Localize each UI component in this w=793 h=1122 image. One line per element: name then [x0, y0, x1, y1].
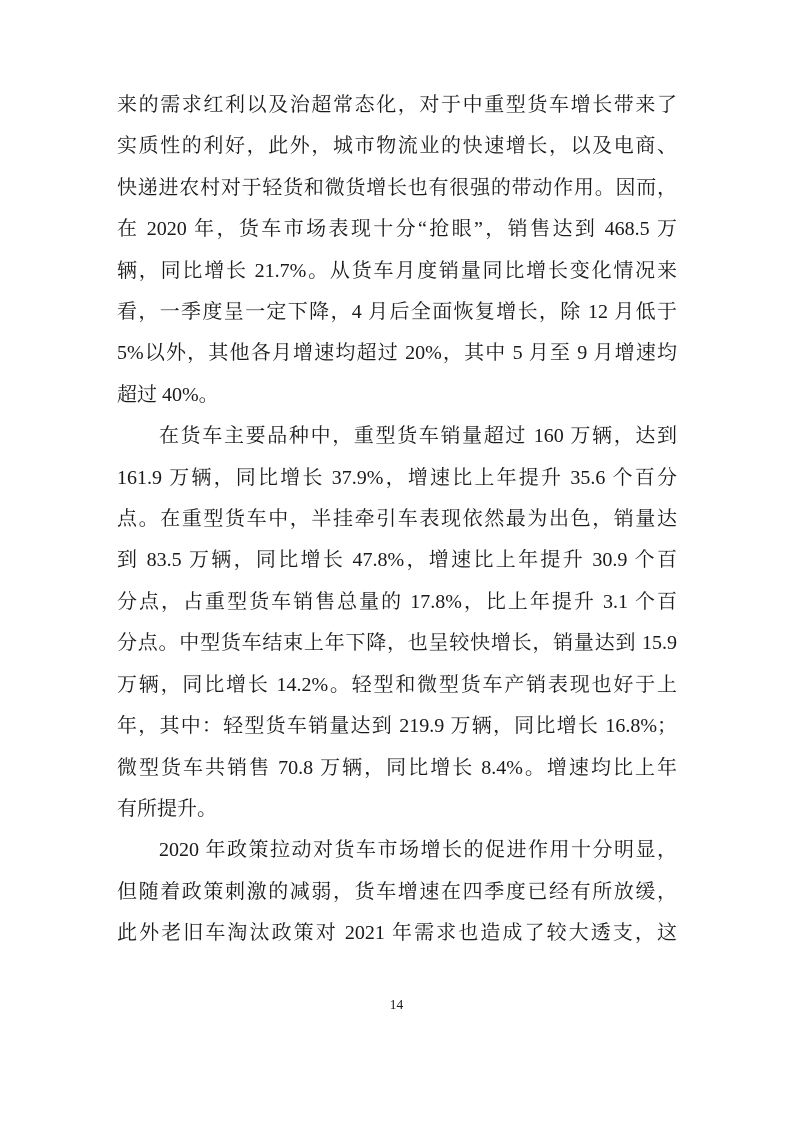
text-line: 实质性的利好，此外，城市物流业的快速增长，以及电商、 — [117, 135, 677, 158]
text-line: 161.9 万辆，同比增长 37.9%，增速比上年提升 35.6 个百分 — [117, 466, 677, 489]
text-line: 但随着政策刺激的减弱，货车增速在四季度已经有所放缓， — [117, 880, 677, 903]
text-line: 微型货车共销售 70.8 万辆，同比增长 8.4%。增速均比上年 — [117, 756, 677, 779]
text-line: 辆，同比增长 21.7%。从货车月度销量同比增长变化情况来 — [117, 259, 677, 282]
text-line: 有所提升。 — [117, 797, 217, 820]
text-line: 快递进农村对于轻货和微货增长也有很强的带动作用。因而， — [117, 176, 677, 199]
text-line: 分点。中型货车结束上年下降，也呈较快增长，销量达到 15.9 — [117, 632, 677, 655]
text-line: 2020 年政策拉动对货车市场增长的促进作用十分明显， — [159, 839, 677, 862]
text-line: 万辆，同比增长 14.2%。轻型和微型货车产销表现也好于上 — [117, 673, 677, 696]
text-line: 此外老旧车淘汰政策对 2021 年需求也造成了较大透支，这 — [117, 922, 677, 945]
text-line: 到 83.5 万辆，同比增长 47.8%，增速比上年提升 30.9 个百 — [117, 549, 677, 572]
text-line: 看，一季度呈一定下降，4 月后全面恢复增长，除 12 月低于 — [117, 301, 677, 324]
text-line: 在货车主要品种中，重型货车销量超过 160 万辆，达到 — [159, 425, 677, 448]
text-line: 来的需求红利以及治超常态化，对于中重型货车增长带来了 — [117, 94, 677, 116]
page-number: 14 — [389, 997, 404, 1012]
text-line: 年，其中：轻型货车销量达到 219.9 万辆，同比增长 16.8%； — [117, 715, 677, 738]
text-line: 在 2020 年，货车市场表现十分“抢眼”，销售达到 468.5 万 — [117, 218, 677, 241]
paragraph — [117, 830, 677, 954]
text-line: 5%以外，其他各月增速均超过 20%，其中 5 月至 9 月增速均 — [117, 342, 677, 365]
text-line: 分点，占重型货车销售总量的 17.8%，比上年提升 3.1 个百 — [117, 590, 677, 613]
document-body — [117, 85, 677, 955]
paragraph — [117, 416, 677, 830]
text-line: 点。在重型货车中，半挂牵引车表现依然最为出色，销量达 — [117, 508, 677, 531]
text-line: 超过 40%。 — [117, 383, 219, 406]
paragraph — [117, 85, 677, 416]
